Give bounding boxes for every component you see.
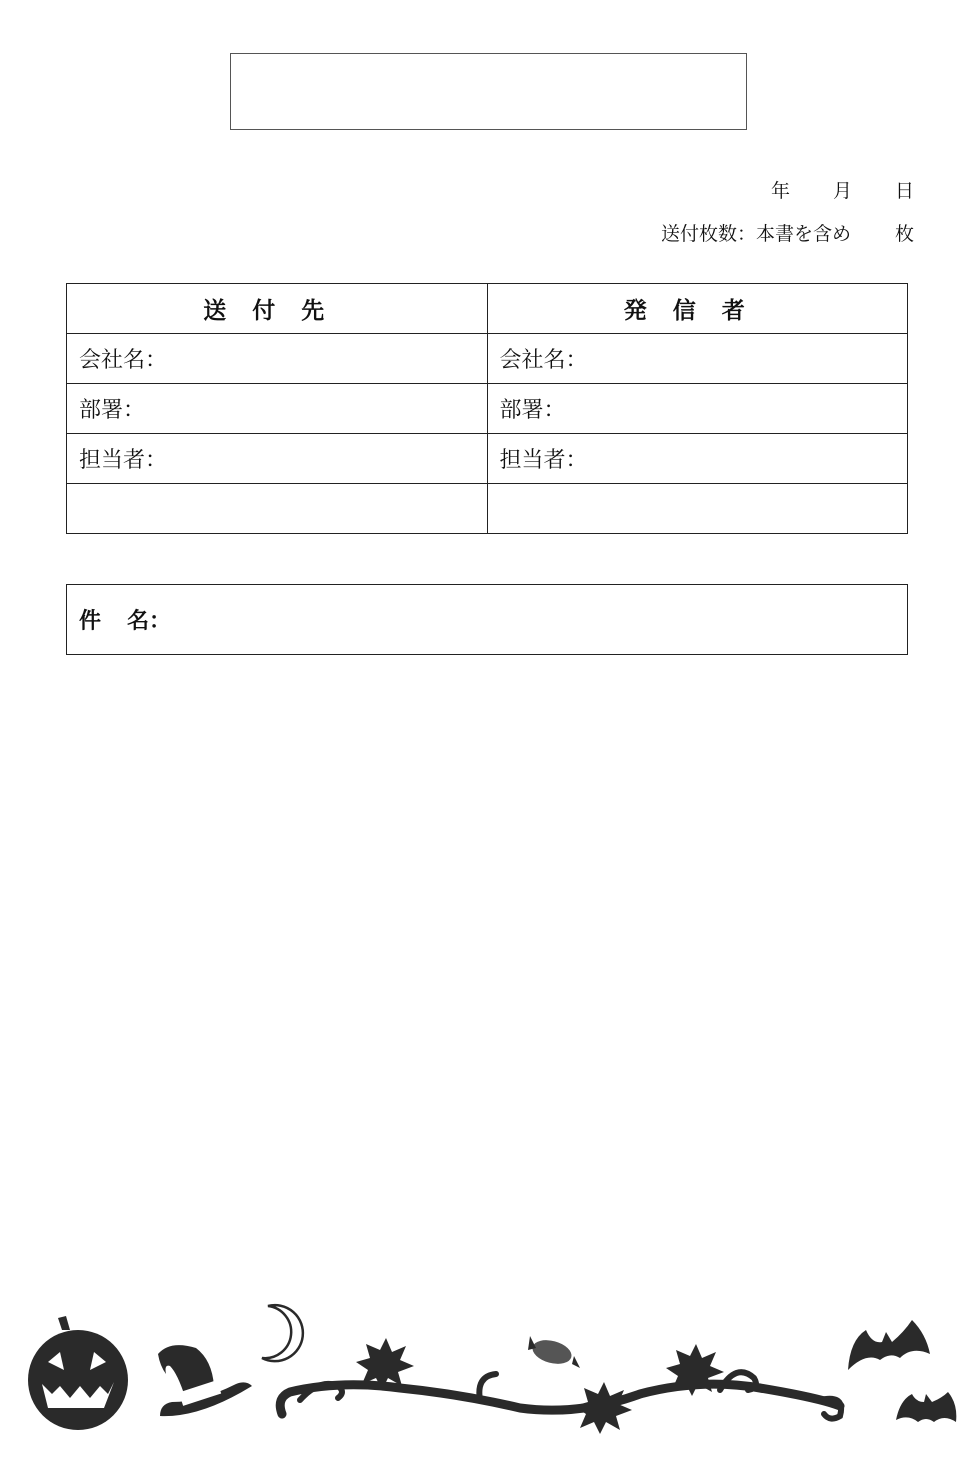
date-line: [728, 176, 914, 203]
address-table: [66, 283, 908, 534]
to-person-field[interactable]: 担当者：: [67, 434, 488, 484]
from-dept-field[interactable]: 部署：: [487, 384, 908, 434]
from-header: 発信者: [487, 284, 908, 334]
to-extra-field[interactable]: [67, 484, 488, 534]
bat-icon: [848, 1320, 956, 1422]
page-count-line: [661, 219, 914, 246]
subject-field[interactable]: [66, 584, 908, 655]
witch-hat-icon: [158, 1345, 252, 1416]
candy-icon: [528, 1336, 580, 1368]
to-company-field[interactable]: 会社名：: [67, 334, 488, 384]
subject-label-part1: 件: [79, 609, 102, 634]
from-extra-field[interactable]: [487, 484, 908, 534]
from-company-field[interactable]: 会社名：: [487, 334, 908, 384]
day-unit: 日: [894, 180, 914, 202]
halloween-decoration: [0, 1290, 976, 1458]
jack-o-lantern-icon: [28, 1316, 128, 1430]
to-header: 送付先: [67, 284, 488, 334]
table-row: [67, 334, 908, 384]
subject-label-part2: 名：: [127, 609, 172, 634]
fax-title-box: [230, 53, 747, 130]
to-dept-field[interactable]: 部署：: [67, 384, 488, 434]
from-person-field[interactable]: 担当者：: [487, 434, 908, 484]
month-unit: 月: [832, 180, 852, 202]
page-count-unit: 枚: [894, 223, 914, 245]
table-row: [67, 484, 908, 534]
year-unit: 年: [770, 180, 790, 202]
crescent-moon-icon: [262, 1305, 303, 1361]
table-row: [67, 384, 908, 434]
page-count-label: 送付枚数：本書を含め: [660, 223, 851, 245]
table-row: [67, 434, 908, 484]
table-header-row: [67, 284, 908, 334]
